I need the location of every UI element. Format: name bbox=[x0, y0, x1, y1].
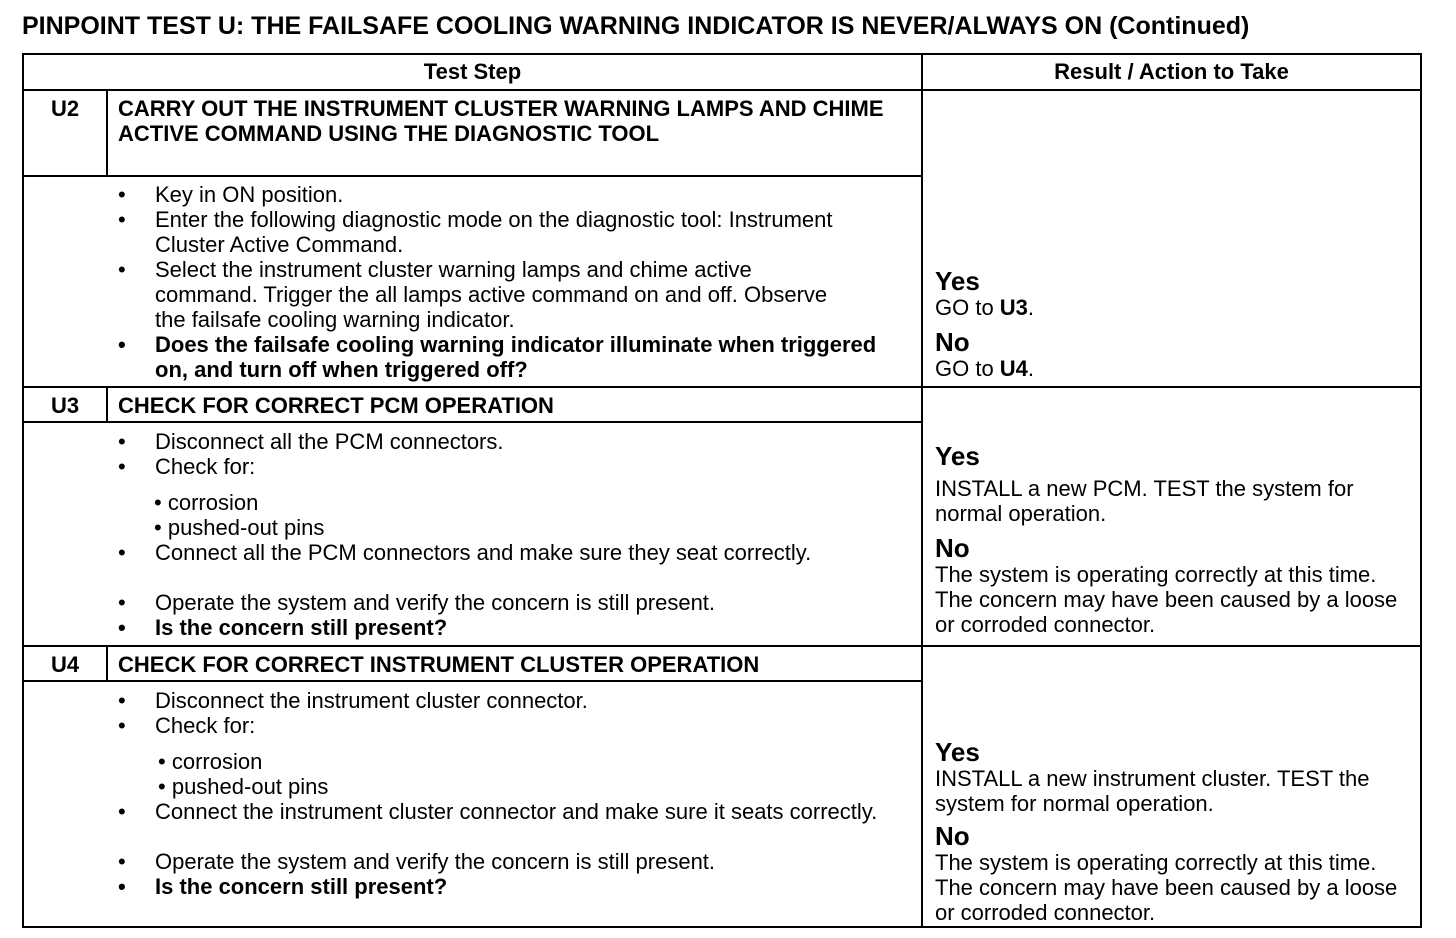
no-action: GO to U4. bbox=[935, 356, 1035, 381]
step-id-u2: U2 bbox=[50, 96, 80, 121]
step-title-u3: CHECK FOR CORRECT PCM OPERATION bbox=[118, 393, 554, 418]
step-title-divider bbox=[24, 680, 921, 682]
step-id-u4: U4 bbox=[50, 652, 80, 677]
no-action: The system is operating correctly at this time. The concern may have been caused by a loose or corroded connector. bbox=[935, 562, 1398, 637]
page-title: PINPOINT TEST U: THE FAILSAFE COOLING WARNING INDICATOR IS NEVER/ALWAYS ON (Continued) bbox=[22, 12, 1250, 40]
result-u2 bbox=[935, 267, 1415, 381]
no-action: The system is operating correctly at this time. The concern may have been caused by a loose or corroded connector. bbox=[935, 850, 1398, 925]
yes-label: Yes bbox=[935, 266, 980, 296]
step-id-divider bbox=[106, 388, 108, 423]
yes-action: INSTALL a new PCM. TEST the system for normal operation. bbox=[935, 476, 1354, 526]
step-id-divider bbox=[106, 91, 108, 177]
pinpoint-test-table: Test Step Result / Action to Take U2 CARRY OUT THE INSTRUMENT CLUSTER WARNING LAMPS AND CHIME ACTIVE COMMAND USING THE DIAGNOSTIC TOOL • Key in ON position. • Enter the following diagnostic mode on the diagnostic tool: Instrument Cluster Active Command. • Select the instrument cluster warning lamps and chime active command. Trigger the all lamps active command on and off. Observe the failsafe cooling warning indicator. • Does the failsafe cooling warning indicator illuminate when triggered on, and turn off when triggered off? Yes GO to U3. No GO to U4. U3 CHECK FOR CORRECT PCM OPERATION • Disconnect all the PCM connectors. • Check for: • corrosion • pushed-out pins • Connect all the PCM connectors and make sure they seat correctly. • Operate the system and verify the concern is still present. • Is the concern still present? Yes INSTALL a new PCM. TEST the system for normal operation. No The system is operating correctly at this time. The concern may have been caused by a loose or corroded connector. U4 CHECK FOR CORRECT INSTRUMENT CLUSTER OPERATION • Disconnect the instrument cluster connector. • Check for: • corrosion • pushed-out pins • Connect the instrument cluster connector and make sure it seats correctly. • Operate the system and verify the concern is still present. • Is the concern still present? Yes INSTALL a new instrument cluster. TEST the system for normal operation. No The system is operating correctly at this time. The concern may have been caused by a loose or corroded connector. bbox=[22, 53, 1422, 928]
step-title-divider bbox=[24, 175, 921, 177]
step-id-divider bbox=[106, 647, 108, 682]
yes-label: Yes bbox=[935, 441, 980, 471]
yes-action: GO to U3. bbox=[935, 295, 1035, 320]
no-label: No bbox=[935, 533, 970, 563]
sub-list-item: • pushed-out pins bbox=[158, 774, 329, 799]
row-divider bbox=[24, 386, 1420, 388]
step-id-u3: U3 bbox=[50, 393, 80, 418]
yes-action: INSTALL a new instrument cluster. TEST the system for normal operation. bbox=[935, 766, 1370, 816]
header-result: Result / Action to Take bbox=[1054, 59, 1289, 84]
yes-label: Yes bbox=[935, 737, 980, 767]
step-title-u2: CARRY OUT THE INSTRUMENT CLUSTER WARNING LAMPS AND CHIME ACTIVE COMMAND USING THE DIAGNOSTIC TOOL bbox=[118, 96, 884, 146]
no-label: No bbox=[935, 821, 970, 851]
result-u4 bbox=[935, 738, 1415, 925]
no-label: No bbox=[935, 327, 970, 357]
sub-list-item: • corrosion bbox=[154, 490, 259, 515]
header-test-step: Test Step bbox=[423, 59, 522, 84]
header-divider bbox=[24, 89, 1420, 91]
sub-list-item: • pushed-out pins bbox=[154, 515, 325, 540]
step-title-u4: CHECK FOR CORRECT INSTRUMENT CLUSTER OPERATION bbox=[118, 652, 760, 677]
sub-list-item: • corrosion bbox=[158, 749, 263, 774]
result-u3 bbox=[935, 442, 1415, 637]
column-divider bbox=[921, 55, 923, 926]
row-divider bbox=[24, 645, 1420, 647]
step-title-divider bbox=[24, 421, 921, 423]
